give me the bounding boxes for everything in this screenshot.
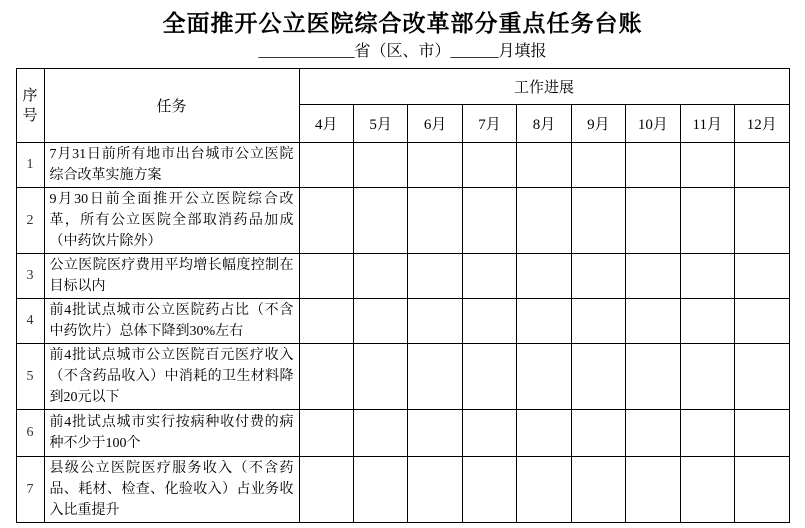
row-index: 1 (16, 143, 44, 188)
task-text: 县级公立医院医疗服务收入（不含药品、耗材、检查、化验收入）占业务收入比重提升 (44, 457, 299, 523)
page-subtitle: ____________省（区、市）______月填报 (258, 43, 547, 60)
header-month-7: 7月 (462, 105, 516, 143)
page-title: 全面推开公立医院综合改革部分重点任务台账 (162, 11, 643, 36)
progress-cell[interactable] (462, 143, 516, 188)
progress-cell[interactable] (462, 188, 516, 254)
row-index: 7 (16, 457, 44, 523)
progress-cell[interactable] (571, 143, 625, 188)
progress-cell[interactable] (680, 299, 734, 344)
header-month-12: 12月 (735, 105, 790, 143)
task-text: 9月30日前全面推开公立医院综合改革，所有公立医院全部取消药品加成（中药饮片除外） (44, 188, 299, 254)
progress-cell[interactable] (353, 457, 407, 523)
progress-cell[interactable] (353, 299, 407, 344)
task-text: 前4批试点城市实行按病种收付费的病种不少于100个 (44, 410, 299, 457)
task-text: 前4批试点城市公立医院百元医疗收入（不含药品收入）中消耗的卫生材料降到20元以下 (44, 344, 299, 410)
progress-cell[interactable] (517, 254, 571, 299)
progress-cell[interactable] (735, 254, 790, 299)
progress-cell[interactable] (299, 254, 353, 299)
progress-cell[interactable] (517, 410, 571, 457)
progress-cell[interactable] (680, 254, 734, 299)
progress-cell[interactable] (299, 299, 353, 344)
progress-cell[interactable] (408, 188, 462, 254)
header-month-9: 9月 (571, 105, 625, 143)
row-index: 5 (16, 344, 44, 410)
header-month-8: 8月 (517, 105, 571, 143)
table-row (16, 188, 789, 254)
table-row (16, 254, 789, 299)
progress-cell[interactable] (680, 143, 734, 188)
task-text: 公立医院医疗费用平均增长幅度控制在目标以内 (44, 254, 299, 299)
progress-cell[interactable] (735, 143, 790, 188)
row-index: 6 (16, 410, 44, 457)
progress-cell[interactable] (680, 457, 734, 523)
progress-cell[interactable] (408, 457, 462, 523)
table-row (16, 143, 789, 188)
progress-cell[interactable] (735, 457, 790, 523)
progress-cell[interactable] (571, 457, 625, 523)
header-month-10: 10月 (626, 105, 680, 143)
task-ledger-table (16, 68, 790, 523)
progress-cell[interactable] (408, 344, 462, 410)
header-progress: 工作进展 (299, 69, 789, 105)
progress-cell[interactable] (462, 410, 516, 457)
table-row (16, 299, 789, 344)
progress-cell[interactable] (353, 188, 407, 254)
progress-cell[interactable] (571, 410, 625, 457)
header-task: 任务 (44, 69, 299, 143)
progress-cell[interactable] (462, 344, 516, 410)
header-index: 序号 (16, 69, 44, 143)
header-month-6: 6月 (408, 105, 462, 143)
progress-cell[interactable] (626, 299, 680, 344)
progress-cell[interactable] (735, 410, 790, 457)
progress-cell[interactable] (408, 254, 462, 299)
header-month-11: 11月 (680, 105, 734, 143)
progress-cell[interactable] (517, 143, 571, 188)
progress-cell[interactable] (680, 410, 734, 457)
progress-cell[interactable] (517, 188, 571, 254)
progress-cell[interactable] (299, 457, 353, 523)
progress-cell[interactable] (517, 344, 571, 410)
task-text: 前4批试点城市公立医院药占比（不含中药饮片）总体下降到30%左右 (44, 299, 299, 344)
progress-cell[interactable] (408, 410, 462, 457)
progress-cell[interactable] (408, 143, 462, 188)
progress-cell[interactable] (626, 344, 680, 410)
progress-cell[interactable] (626, 188, 680, 254)
header-month-4: 4月 (299, 105, 353, 143)
row-index: 4 (16, 299, 44, 344)
progress-cell[interactable] (408, 299, 462, 344)
row-index: 3 (16, 254, 44, 299)
table-row (16, 344, 789, 410)
progress-cell[interactable] (626, 143, 680, 188)
progress-cell[interactable] (353, 254, 407, 299)
progress-cell[interactable] (299, 410, 353, 457)
progress-cell[interactable] (680, 344, 734, 410)
progress-cell[interactable] (571, 188, 625, 254)
progress-cell[interactable] (571, 299, 625, 344)
progress-cell[interactable] (626, 254, 680, 299)
progress-cell[interactable] (735, 299, 790, 344)
progress-cell[interactable] (735, 344, 790, 410)
progress-cell[interactable] (299, 143, 353, 188)
progress-cell[interactable] (626, 457, 680, 523)
progress-cell[interactable] (353, 143, 407, 188)
progress-cell[interactable] (517, 457, 571, 523)
progress-cell[interactable] (517, 299, 571, 344)
table-row (16, 410, 789, 457)
progress-cell[interactable] (462, 254, 516, 299)
progress-cell[interactable] (462, 457, 516, 523)
progress-cell[interactable] (680, 188, 734, 254)
task-text: 7月31日前所有地市出台城市公立医院综合改革实施方案 (44, 143, 299, 188)
row-index: 2 (16, 188, 44, 254)
progress-cell[interactable] (353, 344, 407, 410)
progress-cell[interactable] (571, 344, 625, 410)
progress-cell[interactable] (299, 188, 353, 254)
progress-cell[interactable] (353, 410, 407, 457)
progress-cell[interactable] (735, 188, 790, 254)
table-row (16, 457, 789, 523)
progress-cell[interactable] (462, 299, 516, 344)
progress-cell[interactable] (299, 344, 353, 410)
progress-cell[interactable] (571, 254, 625, 299)
progress-cell[interactable] (626, 410, 680, 457)
header-month-5: 5月 (353, 105, 407, 143)
